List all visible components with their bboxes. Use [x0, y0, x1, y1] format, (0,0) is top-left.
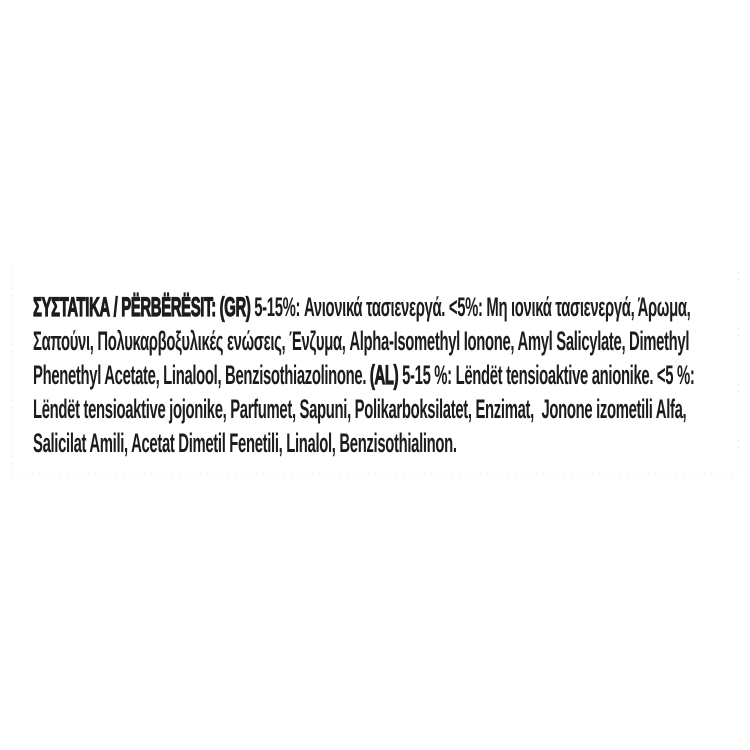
diecut-bottom-line [11, 473, 739, 474]
ingredients-heading-al: (AL) [369, 360, 399, 390]
ingredients-text-block [33, 290, 750, 460]
ingredients-text-segment: Phenethyl Acetate, Linalool, Benzisothiazolinone. [33, 360, 370, 390]
ingredients-text-segment: 5-15%: Ανιονικά τασιενεργά. <5%: Μη ιονικά τασιενεργά, Άρωμα, [250, 292, 691, 322]
ingredients-text-segment: Σαπούνι, Πολυκαρβοξυλικές ενώσεις, Ένζυμα, Alpha-Isomethyl Ionone, Amyl Salicylate, Dimethyl [33, 326, 690, 356]
ingredients-text-segment: Salicilat Amili, Acetat Dimetil Fenetili, Linalol, Benzisothialinon. [33, 428, 457, 458]
ingredients-line-4 [33, 392, 750, 426]
ingredients-line-2 [33, 324, 750, 358]
ingredients-heading-gr: ΣΥΣΤΑΤΙΚΑ / PËRBËRËSIT: (GR) [33, 292, 251, 322]
ingredients-text-segment: Lëndët tensioaktive jojonike, Parfumet, Sapuni, Polikarboksilatet, Enzimat, Jonone izometili Alfa, [33, 394, 687, 424]
ingredients-line-3 [33, 358, 750, 392]
ingredients-line-5 [33, 426, 750, 460]
ingredients-line-1 [33, 290, 750, 324]
ingredients-text-segment: 5-15 %: Lëndët tensioaktive anionike. <5 %: [398, 360, 695, 390]
diecut-left-line [11, 267, 12, 473]
